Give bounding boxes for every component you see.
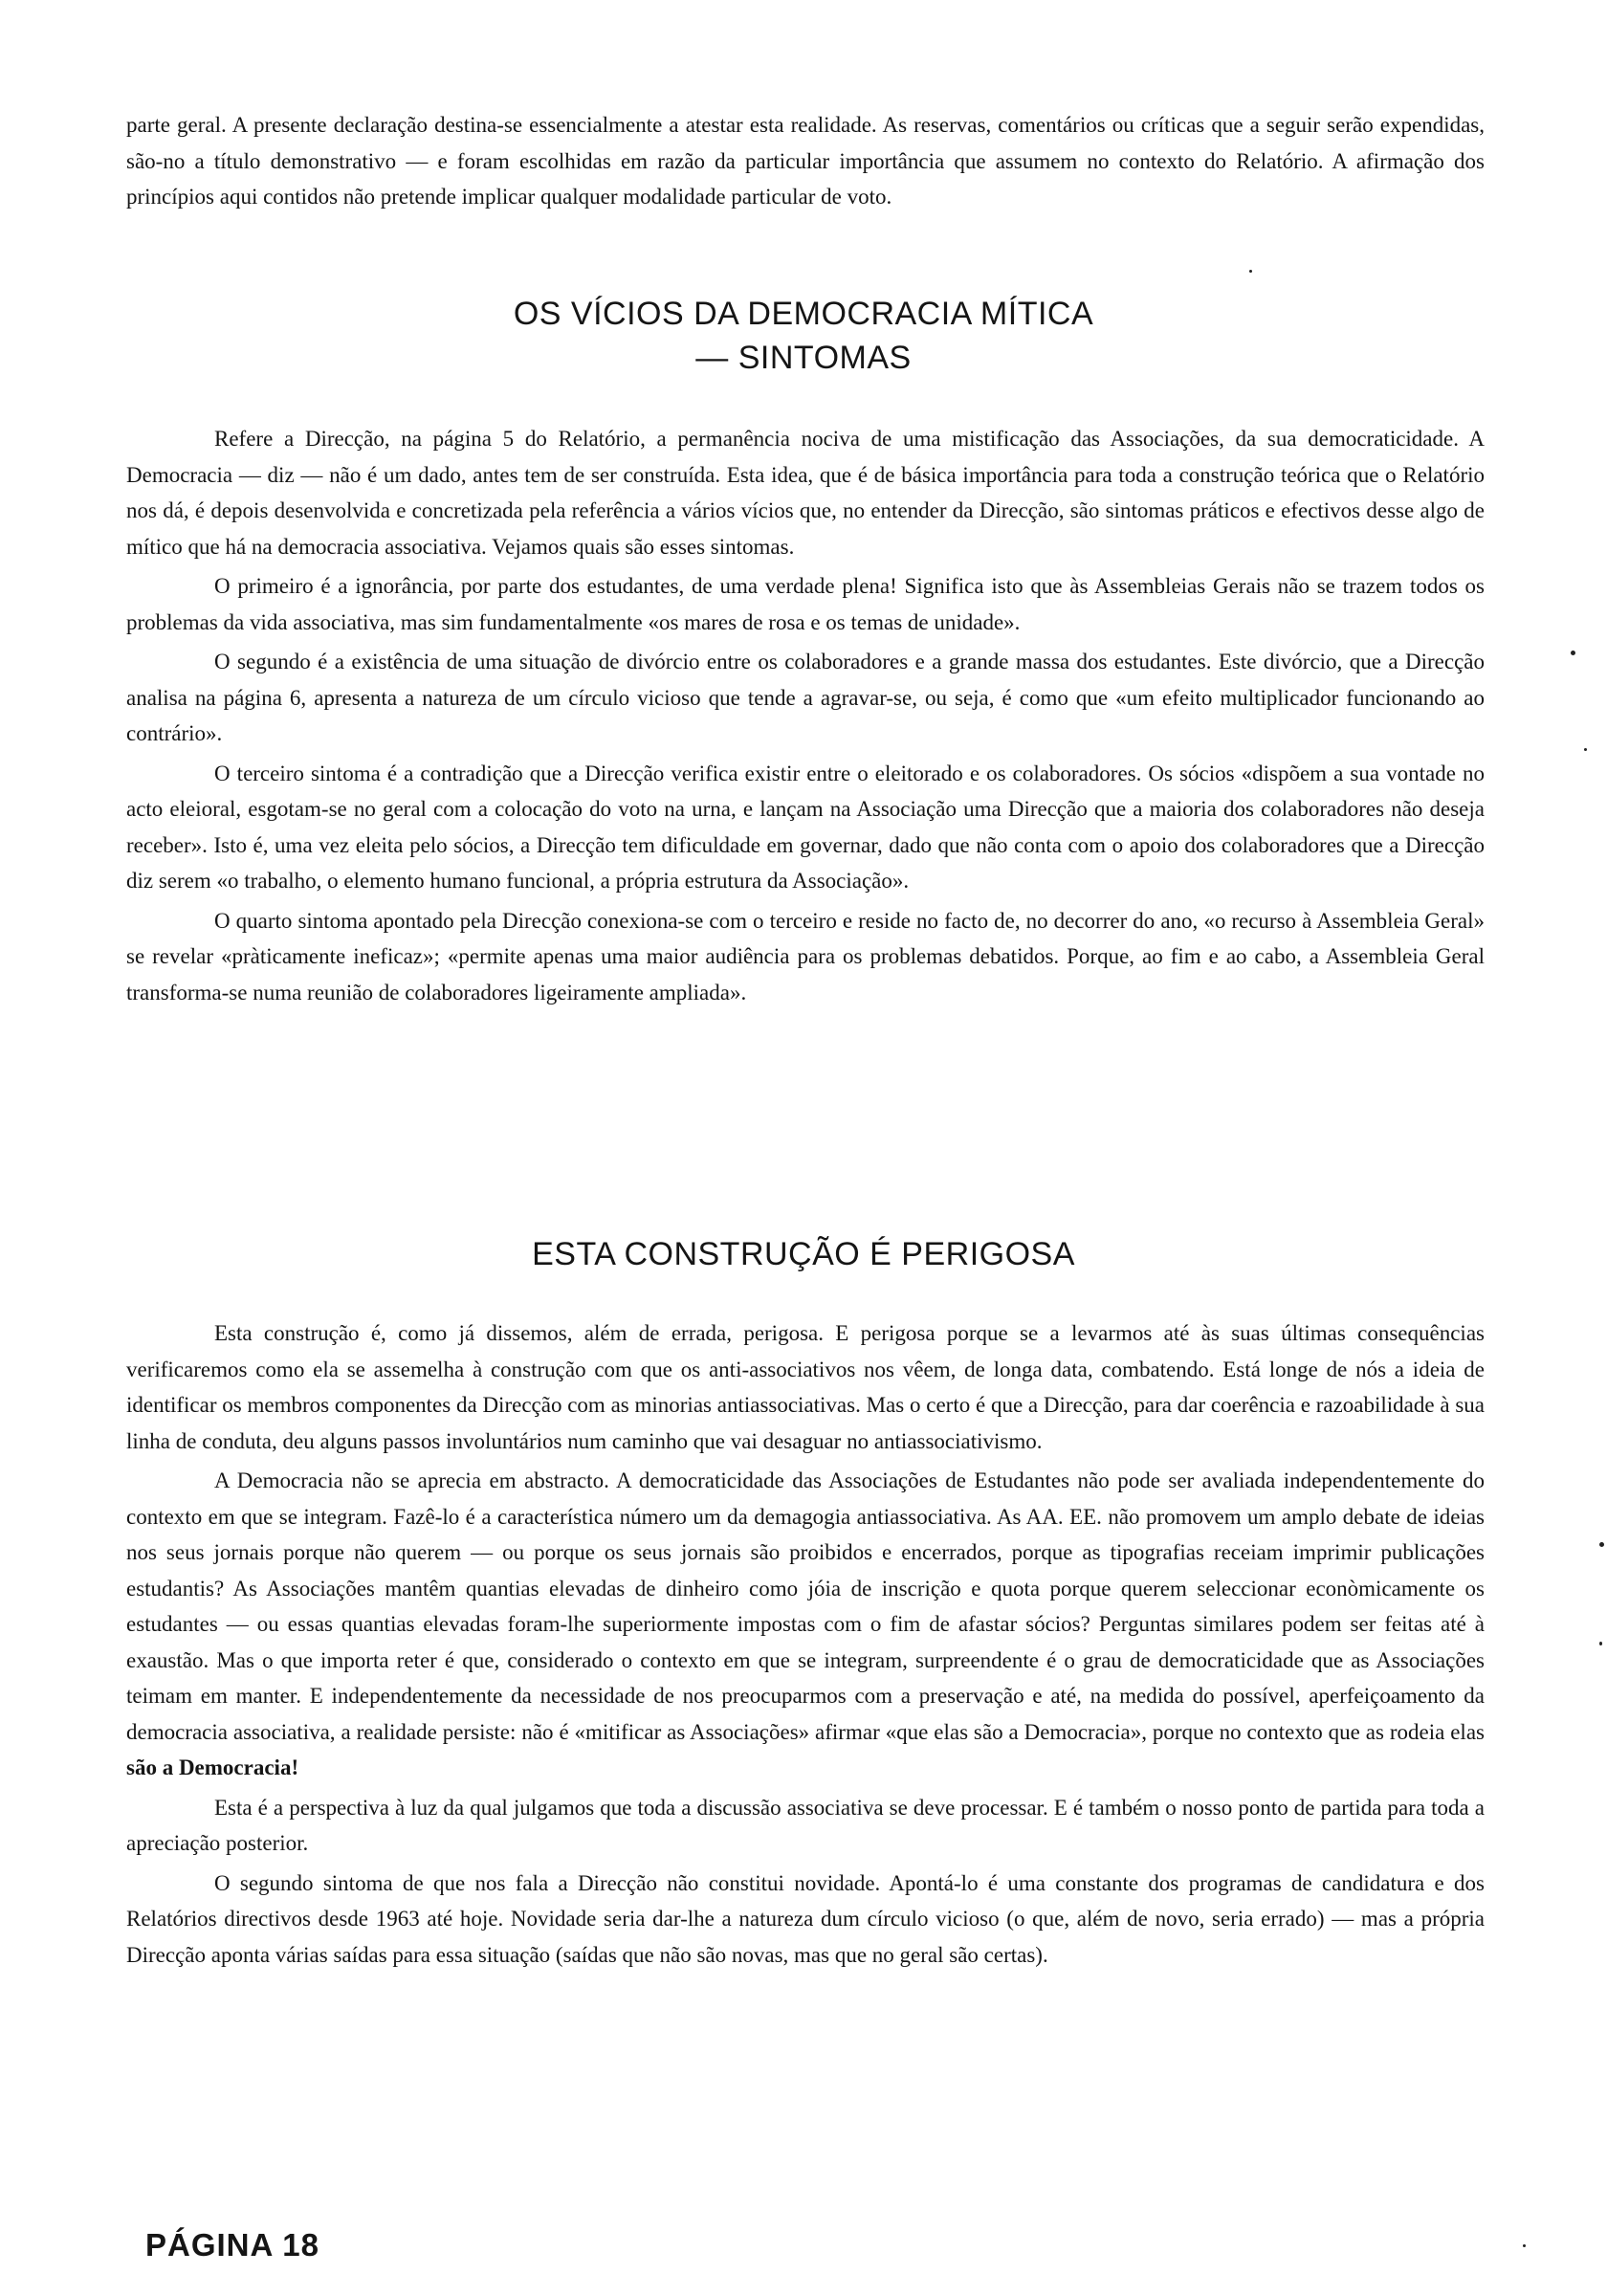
paragraph: O terceiro sintoma é a contradição que a Direcção verifica existir entre o eleitorado e os colaboradores. Os sócios «dispõem a sua vontade no acto eleioral, esgotam-se no geral com a colocação do voto na urna, e lançam na Associação uma Direcção que a maioria dos colaboradores não deseja receber». Isto é, uma vez eleita pelo sócios, a Direcção tem dificuldade em governar, dado que não conta com o apoio dos colaboradores que a Direcção diz serem «o trabalho, o elemento humano funcional, a própria estrutura da Associação». xyxy=(126,761,1485,893)
paragraph: Esta construção é, como já dissemos, além de errada, perigosa. E perigosa porque se a levarmos até às suas últimas consequências verificaremos como ela se assemelha à construção com que os anti-associativos nos vêem, de longa data, combatendo. Está longe de nós a ideia de identificar os membros componentes da Direcção com as minorias antiassociativas. Mas o certo é que a Direcção, para dar coerência e razoabilidade à sua linha de conduta, deu alguns passos involuntários num caminho que vai desaguar no antiassociativismo. xyxy=(126,1321,1485,1453)
intro-block xyxy=(126,107,1485,219)
section-title-line-2: — SINTOMAS xyxy=(695,340,912,376)
paragraph-text: A Democracia não se aprecia em abstracto. A democraticidade das Associações de Estudantes não pode ser avaliada independentemente do contexto em que se integram. Fazê-lo é a característica número um da demagogia antiassociativa. As AA. EE. não promovem um amplo debate de ideias nos seus jornais porque não querem — ou porque os seus jornais são proibidos e encerrados, porque as tipografias receiam imprimir publicações estudantis? As Associações mantêm quantias elevadas de dinheiro como jóia de inscrição e quota porque querem seleccionar econòmicamente os estudantes — ou essas quantias elevadas foram-lhe superiormente impostas com o fim de afastar sócios? Perguntas similares podem ser feitas até à exaustão. Mas o que importa reter é que, considerado o contexto em que se integram, surpreendente é o grau de democraticidade que as Associações teimam em manter. E independentemente da necessidade de nos preocuparmos com a preservação e até, na medida do possível, aperfeiçoamento da democracia associativa, a realidade persiste: não é «mitificar as Associações» afirmar «que elas são a Democracia», porque no contexto que as rodeia elas xyxy=(126,1468,1485,1744)
print-speck xyxy=(1571,651,1575,655)
print-speck xyxy=(1523,2244,1526,2247)
paragraph: O segundo é a existência de uma situação de divórcio entre os colaboradores e a grande massa dos estudantes. Este divórcio, que a Direcção analisa na página 6, apresenta a natureza de um círculo vicioso que tende a agravar-se, ou seja, é como que «um efeito multiplicador funcionando ao contrário». xyxy=(126,650,1485,745)
paragraph xyxy=(126,1463,1485,1786)
section-title-democracia-mitica xyxy=(0,292,1607,380)
paragraph: O primeiro é a ignorância, por parte dos estudantes, de uma verdade plena! Significa isto que às Assembleias Gerais não se trazem todos os problemas da vida associativa, mas sim fundamentalmente «os mares de rosa e os temas de unidade». xyxy=(126,574,1485,634)
section-title-line-1: OS VÍCIOS DA DEMOCRACIA MÍTICA xyxy=(513,296,1094,332)
section-1-body xyxy=(126,421,1485,1014)
intro-paragraph: parte geral. A presente declaração destina-se essencialmente a atestar esta realidade. As reservas, comentários ou críticas que a seguir serão expendidas, são-no a título demonstrativo — e foram escolhidas em razão da particular importância que assumem no contexto do Relatório. A afirmação dos princípios aqui contidos não pretende implicar qualquer modalidade particular de voto. xyxy=(126,113,1485,209)
print-speck xyxy=(1584,748,1587,751)
section-title-line: ESTA CONSTRUÇÃO É PERIGOSA xyxy=(532,1236,1075,1272)
print-speck xyxy=(1599,1642,1602,1645)
page-number: PÁGINA 18 xyxy=(145,2227,319,2263)
section-title-construcao-perigosa xyxy=(0,1232,1607,1276)
print-speck xyxy=(1249,270,1252,273)
paragraph: O segundo sintoma de que nos fala a Direcção não constitui novidade. Apontá-lo é uma constante dos programas de candidatura e dos Relatórios directivos desde 1963 até hoje. Novidade seria dar-lhe a natureza dum círculo vicioso (o que, além de novo, seria errado) — mas a própria Direcção aponta várias saídas para essa situação (saídas que não são novas, mas que no geral são certas). xyxy=(126,1870,1485,1967)
print-speck xyxy=(1599,1542,1604,1547)
paragraph: Refere a Direcção, na página 5 do Relatório, a permanência nociva de uma mistificação das Associações, da sua democraticidade. A Democracia — diz — não é um dado, antes tem de ser construída. Esta idea, que é de básica importância para toda a construção teórica que o Relatório nos dá, é depois desenvolvida e concretizada pela referência a vários vícios que, no entender da Direcção, são sintomas práticos e efectivos desse algo de mítico que há na democracia associativa. Vejamos quais são esses sintomas. xyxy=(126,427,1485,559)
paragraph: O quarto sintoma apontado pela Direcção conexiona-se com o terceiro e reside no facto de, no decorrer do ano, «o recurso à Assembleia Geral» se revelar «pràticamente ineficaz»; «permite apenas uma maior audiência para os problemas debatidos. Porque, ao fim e ao cabo, a Assembleia Geral transforma-se numa reunião de colaboradores ligeiramente ampliada». xyxy=(126,908,1485,1004)
paragraph: Esta é a perspectiva à luz da qual julgamos que toda a discussão associativa se deve processar. E é também o nosso ponto de partida para toda a apreciação posterior. xyxy=(126,1795,1485,1855)
section-2-body xyxy=(126,1315,1485,1976)
emphasis-text: são a Democracia! xyxy=(126,1755,299,1779)
